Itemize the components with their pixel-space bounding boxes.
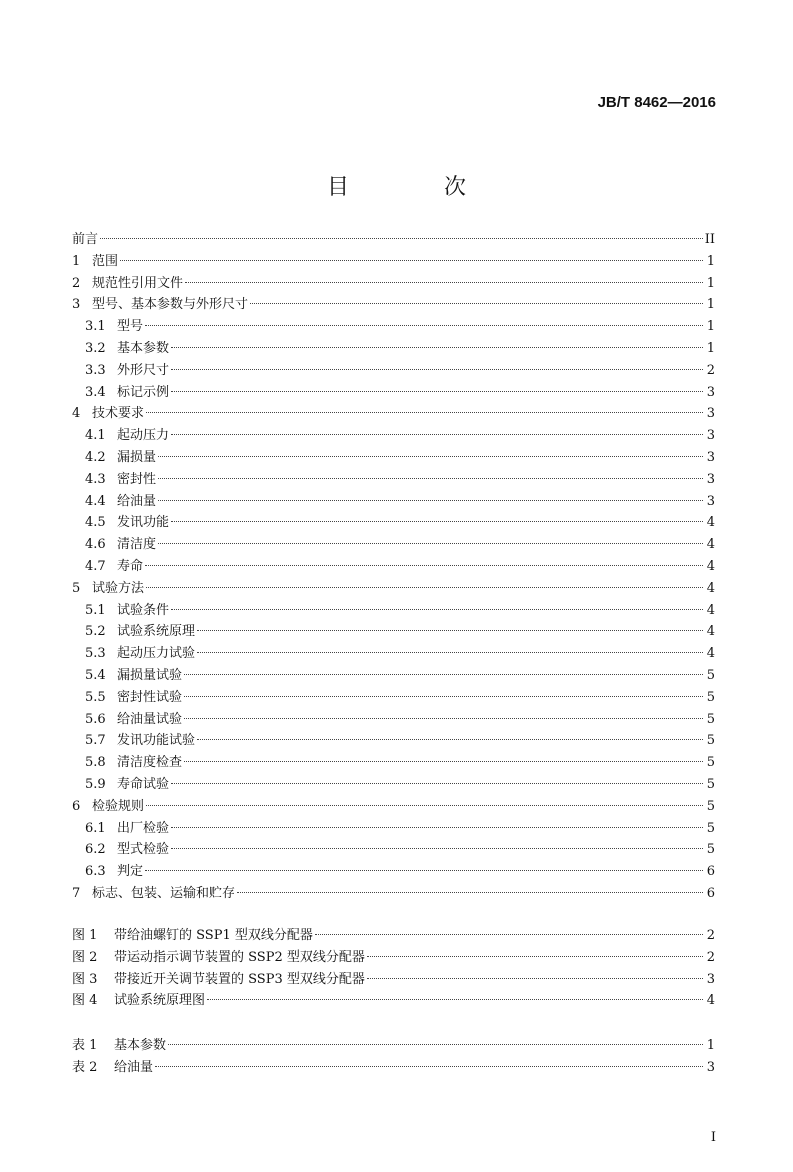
entry-label: 基本参数: [114, 1038, 167, 1053]
entry-label: 判定: [117, 864, 144, 880]
dot-leader: [171, 434, 703, 435]
entry-number: 2: [72, 275, 81, 291]
entry-label: 清洁度: [117, 537, 157, 553]
dot-leader: [146, 805, 703, 806]
entry-label: 起动压力: [117, 428, 170, 444]
dot-leader: [146, 587, 703, 588]
entry-label: 清洁度检查: [117, 755, 183, 771]
dot-leader: [171, 827, 703, 828]
entry-number: 5.2: [85, 624, 106, 640]
entry-label: 前言: [72, 232, 99, 247]
entry-number: 表 2: [72, 1059, 98, 1075]
entry-page: II: [704, 232, 715, 247]
entry-label: 标记示例: [117, 384, 170, 400]
dot-leader: [185, 282, 703, 283]
page-number: I: [710, 1130, 716, 1145]
toc-entry[interactable]: [72, 752, 715, 774]
entry-label: 发讯功能试验: [117, 733, 196, 749]
entry-page: 3: [706, 971, 715, 987]
entry-label: 带运动指示调节装置的 SSP2 型双线分配器: [114, 949, 365, 965]
dot-leader: [146, 412, 703, 413]
fig-entry[interactable]: [72, 947, 715, 969]
entry-page: 6: [706, 864, 715, 880]
entry-label: 外形尺寸: [117, 362, 170, 378]
dot-leader: [237, 892, 703, 893]
entry-label: 规范性引用文件: [92, 275, 184, 291]
entry-label: 检验规则: [92, 798, 145, 814]
toc-entry[interactable]: [72, 403, 715, 425]
entry-page: 3: [706, 493, 715, 509]
dot-leader: [184, 696, 703, 697]
toc-entry[interactable]: [72, 578, 715, 600]
entry-label: 漏损量: [117, 449, 157, 465]
toc-entry[interactable]: [72, 316, 715, 338]
toc-entry[interactable]: [72, 360, 715, 382]
tab-entry[interactable]: [72, 1035, 715, 1057]
toc-entry[interactable]: [72, 512, 715, 534]
entry-page: 4: [706, 646, 715, 662]
dot-leader: [100, 238, 703, 239]
entry-page: 4: [706, 558, 715, 574]
toc-entry[interactable]: [72, 382, 715, 404]
entry-label: 标志、包装、运输和贮存: [92, 885, 236, 901]
dot-leader: [184, 674, 703, 675]
dot-leader: [184, 761, 703, 762]
entry-label: 发讯功能: [117, 515, 170, 531]
entry-label: 技术要求: [92, 406, 145, 422]
entry-number: 5: [72, 580, 81, 596]
entry-label: 基本参数: [117, 340, 170, 356]
entry-page: 5: [706, 776, 715, 792]
entry-page: 1: [706, 253, 715, 269]
dot-leader: [145, 325, 703, 326]
entry-page: 1: [706, 340, 715, 356]
entry-label: 试验方法: [92, 580, 145, 596]
entry-number: 6: [72, 798, 81, 814]
toc-entry[interactable]: [72, 818, 715, 840]
entry-number: 6.2: [85, 842, 106, 858]
toc-entry[interactable]: [72, 251, 715, 273]
toc-entry[interactable]: [72, 687, 715, 709]
entry-page: 5: [706, 842, 715, 858]
toc-entry[interactable]: [72, 425, 715, 447]
entry-label: 带接近开关调节装置的 SSP3 型双线分配器: [114, 971, 365, 987]
dot-leader: [315, 934, 703, 935]
dot-leader: [250, 303, 703, 304]
entry-label: 出厂检验: [117, 820, 170, 836]
entry-number: 4.4: [85, 493, 106, 509]
entry-page: 4: [706, 537, 715, 553]
dot-leader: [207, 999, 703, 1000]
dot-leader: [197, 652, 703, 653]
entry-page: 3: [706, 1059, 715, 1075]
dot-leader: [367, 978, 703, 979]
entry-number: 图 1: [72, 928, 98, 943]
entry-page: 2: [706, 928, 715, 943]
dot-leader: [120, 260, 703, 261]
entry-number: 6.3: [85, 864, 106, 880]
dot-leader: [171, 391, 703, 392]
entry-label: 给油量试验: [117, 711, 183, 727]
entry-page: 4: [706, 580, 715, 596]
dot-leader: [197, 630, 703, 631]
entry-label: 范围: [92, 253, 119, 269]
entry-number: 4.5: [85, 515, 106, 531]
tab-entry[interactable]: [72, 1057, 715, 1079]
dot-leader: [158, 478, 703, 479]
toc-entry[interactable]: [72, 709, 715, 731]
dot-leader: [171, 783, 703, 784]
entry-page: 3: [706, 428, 715, 444]
entry-number: 1: [72, 253, 81, 269]
entry-page: 3: [706, 406, 715, 422]
toc-entry[interactable]: [72, 447, 715, 469]
entry-number: 3.1: [85, 319, 106, 335]
dot-leader: [158, 543, 703, 544]
entry-number: 5.8: [85, 755, 106, 771]
entry-number: 4.1: [85, 428, 106, 444]
entry-number: 5.6: [85, 711, 106, 727]
dot-leader: [155, 1066, 703, 1067]
toc-entry[interactable]: [72, 338, 715, 360]
entry-number: 5.4: [85, 667, 106, 683]
entry-page: 5: [706, 755, 715, 771]
entry-label: 试验条件: [117, 602, 170, 618]
entry-page: 5: [706, 667, 715, 683]
entry-page: 2: [706, 362, 715, 378]
dot-leader: [367, 956, 703, 957]
entry-label: 试验系统原理: [117, 624, 196, 640]
entry-page: 4: [706, 993, 715, 1009]
entry-label: 型号: [117, 319, 144, 335]
entry-number: 图 2: [72, 949, 98, 965]
entry-label: 给油量: [117, 493, 157, 509]
entry-number: 5.1: [85, 602, 106, 618]
entry-page: 1: [706, 297, 715, 313]
dot-leader: [145, 870, 703, 871]
entry-page: 3: [706, 384, 715, 400]
entry-label: 寿命: [117, 558, 144, 574]
entry-page: 1: [706, 275, 715, 291]
figure-list: [72, 925, 715, 1012]
standard-number: JB/T 8462—2016: [597, 94, 716, 111]
entry-number: 5.3: [85, 646, 106, 662]
toc-entry[interactable]: [72, 883, 715, 905]
dot-leader: [197, 739, 703, 740]
entry-page: 3: [706, 471, 715, 487]
entry-page: 6: [706, 885, 715, 901]
toc-entry[interactable]: [72, 861, 715, 883]
toc-entry[interactable]: [72, 294, 715, 316]
entry-number: 3.3: [85, 362, 106, 378]
entry-label: 给油量: [114, 1059, 154, 1075]
entry-label: 密封性: [117, 471, 157, 487]
toc-entry[interactable]: [72, 730, 715, 752]
dot-leader: [171, 521, 703, 522]
entry-number: 3.2: [85, 340, 106, 356]
entry-page: 5: [706, 689, 715, 705]
entry-page: 4: [706, 624, 715, 640]
toc-entry[interactable]: [72, 273, 715, 295]
entry-number: 4: [72, 406, 81, 422]
dot-leader: [171, 609, 703, 610]
entry-number: 4.2: [85, 449, 106, 465]
entry-number: 5.5: [85, 689, 106, 705]
dot-leader: [184, 718, 703, 719]
entry-number: 4.3: [85, 471, 106, 487]
entry-page: 2: [706, 949, 715, 965]
entry-label: 起动压力试验: [117, 646, 196, 662]
entry-page: 4: [706, 602, 715, 618]
entry-page: 4: [706, 515, 715, 531]
dot-leader: [171, 347, 703, 348]
entry-number: 3.4: [85, 384, 106, 400]
toc-entry[interactable]: [72, 491, 715, 513]
fig-entry[interactable]: [72, 969, 715, 991]
toc-entry[interactable]: [72, 796, 715, 818]
dot-leader: [171, 848, 703, 849]
entry-page: 5: [706, 711, 715, 727]
entry-label: 密封性试验: [117, 689, 183, 705]
entry-number: 6.1: [85, 820, 106, 836]
entry-label: 试验系统原理图: [114, 993, 206, 1009]
fig-entry[interactable]: [72, 990, 715, 1012]
entry-page: 5: [706, 798, 715, 814]
entry-page: 5: [706, 820, 715, 836]
page-title: 目 次: [327, 175, 510, 200]
toc-entry[interactable]: [72, 621, 715, 643]
toc-list: [72, 229, 715, 905]
entry-number: 图 3: [72, 971, 98, 987]
toc-entry[interactable]: [72, 229, 715, 251]
dot-leader: [158, 456, 703, 457]
dot-leader: [158, 500, 703, 501]
entry-label: 寿命试验: [117, 776, 170, 792]
toc-entry[interactable]: [72, 839, 715, 861]
entry-number: 5.9: [85, 776, 106, 792]
entry-label: 漏损量试验: [117, 667, 183, 683]
dot-leader: [168, 1044, 703, 1045]
entry-number: 4.7: [85, 558, 106, 574]
table-list: [72, 1035, 715, 1079]
fig-entry[interactable]: [72, 925, 715, 947]
toc-entry[interactable]: [72, 534, 715, 556]
entry-page: 5: [706, 733, 715, 749]
entry-number: 图 4: [72, 993, 98, 1009]
toc-entry[interactable]: [72, 774, 715, 796]
entry-page: 1: [706, 319, 715, 335]
entry-page: 1: [706, 1038, 715, 1053]
entry-label: 带给油螺钉的 SSP1 型双线分配器: [114, 928, 313, 943]
toc-entry[interactable]: [72, 469, 715, 491]
entry-number: 5.7: [85, 733, 106, 749]
entry-page: 3: [706, 449, 715, 465]
dot-leader: [145, 565, 703, 566]
toc-entry[interactable]: [72, 600, 715, 622]
entry-number: 7: [72, 885, 81, 901]
toc-entry[interactable]: [72, 643, 715, 665]
entry-number: 表 1: [72, 1038, 98, 1053]
toc-entry[interactable]: [72, 556, 715, 578]
entry-number: 3: [72, 297, 81, 313]
toc-entry[interactable]: [72, 665, 715, 687]
entry-label: 型号、基本参数与外形尺寸: [92, 297, 249, 313]
entry-label: 型式检验: [117, 842, 170, 858]
dot-leader: [171, 369, 703, 370]
entry-number: 4.6: [85, 537, 106, 553]
